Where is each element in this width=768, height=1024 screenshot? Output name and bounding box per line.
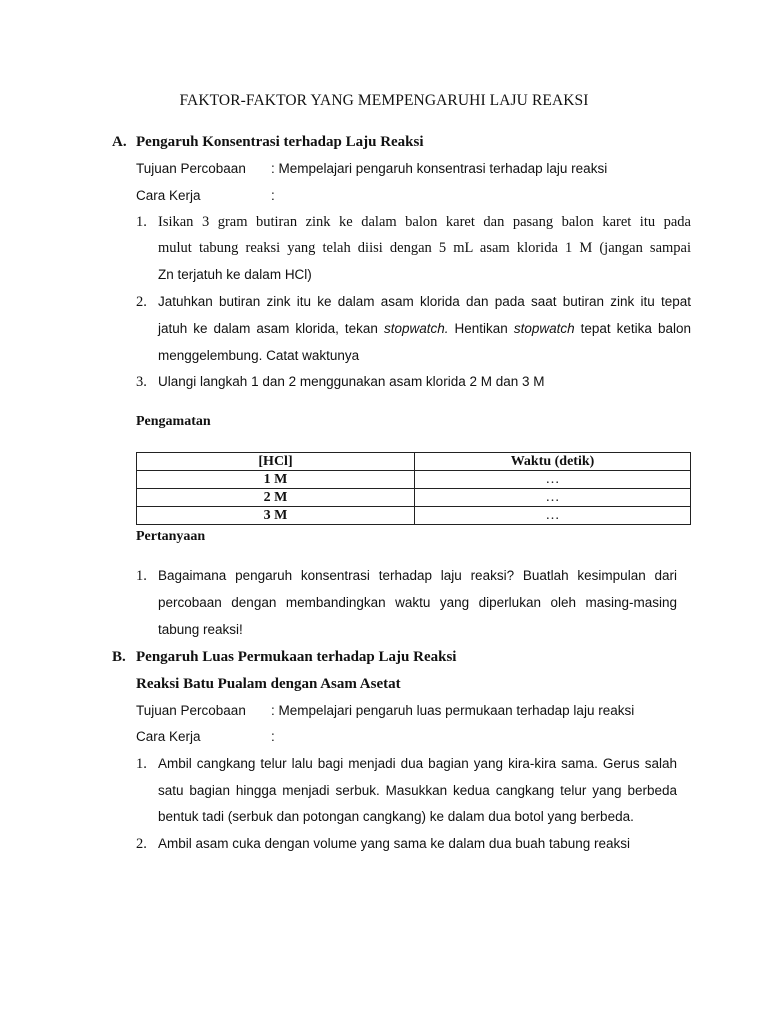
table-cell-concentration: 1 M: [137, 471, 415, 489]
section-b-subheading: Reaksi Batu Pualam dengan Asam Asetat: [136, 676, 401, 692]
step-number: 1.: [136, 214, 147, 230]
section-a-tujuan-label: Tujuan Percobaan: [136, 161, 246, 176]
section-b-heading: Pengaruh Luas Permukaan terhadap Laju Reaksi: [136, 649, 457, 665]
section-a-heading: Pengaruh Konsentrasi terhadap Laju Reaksi: [136, 134, 424, 150]
document-title: FAKTOR-FAKTOR YANG MEMPENGARUHI LAJU REAKSI: [179, 92, 589, 109]
step-number: 1.: [136, 756, 147, 772]
section-a-letter: A.: [112, 134, 127, 150]
observation-heading: Pengamatan: [136, 414, 211, 429]
step-text-line: satu bagian hingga menjadi serbuk. Masukkan kedua cangkang telur yang berbeda: [158, 783, 677, 798]
step-text-line: bentuk tadi (serbuk dan potongan cangkang) ke dalam dua botol yang berbeda.: [158, 809, 634, 824]
section-b-tujuan-value: : Mempelajari pengaruh luas permukaan terhadap laju reaksi: [271, 703, 635, 718]
section-b-cara-colon: :: [271, 729, 275, 744]
section-a-cara-colon: :: [271, 188, 275, 203]
questions-heading: Pertanyaan: [136, 529, 206, 544]
observation-table: [136, 452, 691, 525]
step-text-line: Zn terjatuh ke dalam HCl): [158, 267, 312, 282]
step-text-line-mixed: [158, 321, 691, 336]
table-row: [137, 507, 691, 525]
step-text-line: Ambil cangkang telur lalu bagi menjadi dua bagian yang kira-kira sama. Gerus salah: [158, 756, 677, 771]
section-a-tujuan-value: : Mempelajari pengaruh konsentrasi terhadap laju reaksi: [271, 161, 608, 176]
table-header-waktu: Waktu (detik): [415, 453, 691, 471]
question-number: 1.: [136, 568, 147, 584]
table-header-row: [137, 453, 691, 471]
step-text-line: Ambil asam cuka dengan volume yang sama ke dalam dua buah tabung reaksi: [158, 836, 631, 851]
step-text-line: Isikan 3 gram butiran zink ke dalam balon karet dan pasang balon karet itu pada: [158, 214, 691, 230]
table-cell-time: …: [415, 489, 691, 507]
table-cell-concentration: 2 M: [137, 489, 415, 507]
table-cell-time: …: [415, 471, 691, 489]
step-text-line: menggelembung. Catat waktunya: [158, 348, 360, 363]
step-text-segment: jatuh ke dalam asam klorida, tekan: [158, 321, 384, 336]
step-text-line: Ulangi langkah 1 dan 2 menggunakan asam klorida 2 M dan 3 M: [158, 374, 545, 389]
section-b-tujuan-label: Tujuan Percobaan: [136, 703, 246, 718]
section-a-cara-label: Cara Kerja: [136, 188, 201, 203]
stopwatch-term: stopwatch.: [383, 321, 449, 336]
section-b-letter: B.: [112, 649, 126, 665]
table-cell-concentration: 3 M: [137, 507, 415, 525]
step-text-line: mulut tabung reaksi yang telah diisi dengan 5 mL asam klorida 1 M (jangan sampai: [158, 240, 691, 256]
step-text-segment: Hentikan: [448, 321, 514, 336]
table-header-hcl: [HCl]: [137, 453, 415, 471]
step-text-segment: tepat ketika balon: [574, 321, 691, 336]
table-cell-time: …: [415, 507, 691, 525]
step-number: 2.: [136, 294, 147, 310]
question-text-line: percobaan dengan membandingkan waktu yang diperlukan oleh masing-masing: [158, 595, 677, 610]
step-number: 3.: [136, 374, 147, 390]
stopwatch-term: stopwatch: [513, 321, 575, 336]
step-text-line: Jatuhkan butiran zink itu ke dalam asam klorida dan pada saat butiran zink itu tepat: [158, 294, 691, 309]
question-text-line: Bagaimana pengaruh konsentrasi terhadap laju reaksi? Buatlah kesimpulan dari: [158, 568, 677, 583]
table-row: [137, 489, 691, 507]
table-row: [137, 471, 691, 489]
section-b-cara-label: Cara Kerja: [136, 729, 201, 744]
question-text-line: tabung reaksi!: [158, 622, 243, 637]
step-number: 2.: [136, 836, 147, 852]
